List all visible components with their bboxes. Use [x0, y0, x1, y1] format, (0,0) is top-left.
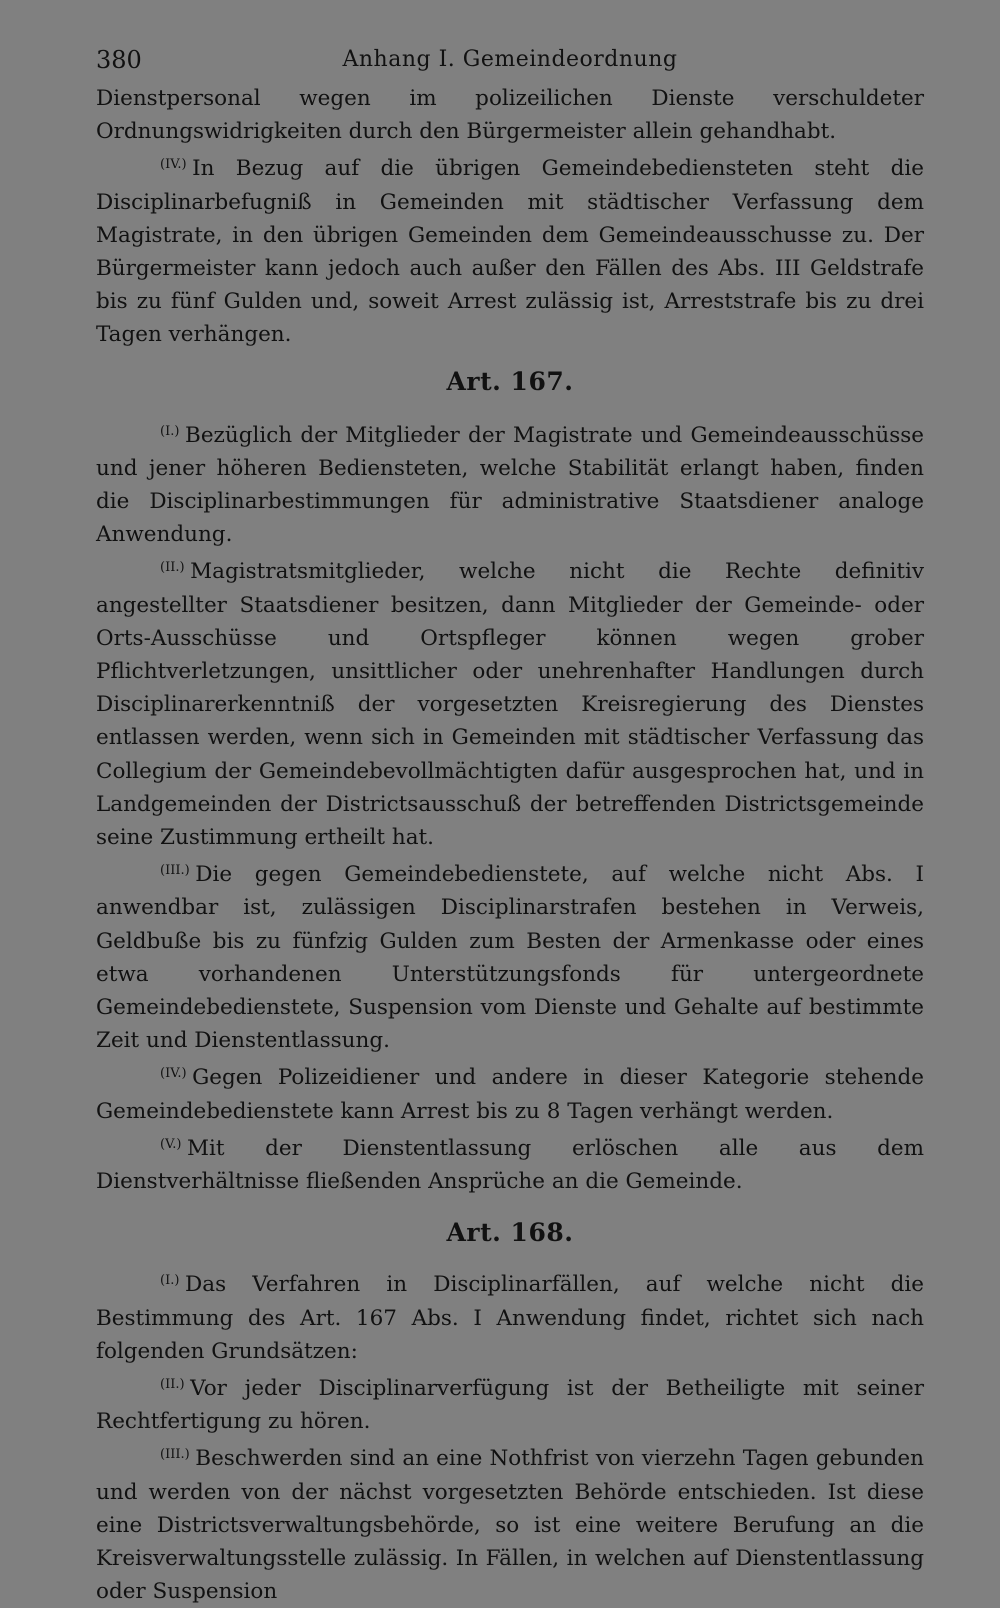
paragraph-168-ii	[96, 1368, 924, 1438]
running-head	[96, 40, 924, 80]
paragraph-marker: (II.)	[160, 1376, 188, 1392]
paragraph-text: Bezüglich der Mitglieder der Magistrate und Gemeindeausschüsse und jener höheren Bediensteten, welche Stabilität erlangt haben, finden die Disciplinarbestimmungen für administrative Staatsdiener analoge Anwendung.	[96, 422, 924, 548]
paragraph-text: Das Verfahren in Disciplinarfällen, auf welche nicht die Bestimmung des Art. 167 Abs. I Anwendung findet, richtet sich nach folgenden Grundsätzen:	[96, 1272, 924, 1364]
paragraph-marker: (III.)	[160, 1447, 193, 1463]
running-head-title: Anhang I. Gemeindeordnung	[342, 47, 678, 72]
paragraph-168-i	[96, 1264, 924, 1368]
paragraph-text: Magistratsmitglieder, welche nicht die Rechte definitiv angestellter Staatsdiener besitzen, dann Mitglieder der Gemeinde- oder Orts-Ausschüsse und Ortspfleger können wegen grober Pflichtverletzungen, unsittlicher oder unehrenhafter Handlungen durch Disciplinarerkenntniß der vorgesetzten Kreisregierung des Dienstes entlassen werden, wenn sich in Gemeinden mit städtischer Verfassung das Collegium der Gemeindebevollmächtigten dafür ausgesprochen hat, und in Landgemeinden der Districtsausschuß der betreffenden Districtsgemeinde seine Zustimmung ertheilt hat.	[96, 559, 924, 851]
paragraph-marker: (V.)	[160, 1136, 184, 1152]
article-heading-168: Art. 168.	[446, 1218, 574, 1248]
paragraph-marker: (IV.)	[160, 1066, 190, 1082]
paragraph-marker: (I.)	[160, 1273, 183, 1289]
paragraph-text: Mit der Dienstentlassung erlöschen alle aus dem Dienstverhältnisse fließenden Ansprüche an die Gemeinde.	[96, 1135, 924, 1195]
paragraph-text: Die gegen Gemeindebedienstete, auf welche nicht Abs. I anwendbar ist, zulässigen Disciplinarstrafen bestehen in Verweis, Geldbuße bis zu fünfzig Gulden zum Besten der Armenkasse oder eines etwa vorhandenen Unterstützungsfonds für untergeordnete Gemeindebedienstete, Suspension vom Dienste und Gehalte auf bestimmte Zeit und Dienstentlassung.	[96, 862, 924, 1054]
paragraph-iv	[96, 148, 924, 351]
paragraph-marker: (II.)	[160, 560, 188, 576]
paragraph-text: Vor jeder Disciplinarverfügung ist der Betheiligte mit seiner Rechtfertigung zu hören.	[96, 1375, 924, 1435]
page-number: 380	[96, 46, 142, 74]
paragraph-168-iii	[96, 1438, 924, 1608]
paragraph-marker: (IV.)	[160, 157, 190, 173]
paragraph-continuation	[96, 82, 924, 148]
paragraph-167-iv	[96, 1057, 924, 1127]
paragraph-marker: (I.)	[160, 423, 183, 439]
paragraph-marker: (III.)	[160, 863, 193, 879]
paragraph-167-i	[96, 415, 924, 552]
paragraph-text: In Bezug auf die übrigen Gemeindebediensteten steht die Disciplinarbefugniß in Gemeinden mit städtischer Verfassung dem Magistrate, in den übrigen Gemeinden dem Gemeindeausschusse zu. Der Bürgermeister kann jedoch auch außer den Fällen des Abs. III Geldstrafe bis zu fünf Gulden und, soweit Arrest zulässig ist, Arreststrafe bis zu drei Tagen verhängen.	[96, 156, 924, 348]
paragraph-text: Beschwerden sind an eine Nothfrist von vierzehn Tagen gebunden und werden von der nächst vorgesetzten Behörde entschieden. Ist diese eine Districtsverwaltungsbehörde, so ist eine weitere Berufung an die Kreisverwaltungsstelle zulässig. In Fällen, in welchen auf Dienstentlassung oder Suspension	[96, 1446, 924, 1605]
article-heading-167: Art. 167.	[446, 366, 574, 396]
paragraph-text: Gegen Polizeidiener und andere in dieser Kategorie stehende Gemeindebedienstete kann Arrest bis zu 8 Tagen verhängt werden.	[96, 1065, 924, 1124]
paragraph-text: Dienstpersonal wegen im polizeilichen Dienste verschuldeter Ordnungswidrigkeiten durch den Bürgermeister allein gehandhabt.	[96, 86, 924, 145]
paragraph-167-v	[96, 1128, 924, 1198]
document-page	[96, 40, 924, 1605]
paragraph-167-iii	[96, 854, 924, 1057]
paragraph-167-ii	[96, 551, 924, 854]
